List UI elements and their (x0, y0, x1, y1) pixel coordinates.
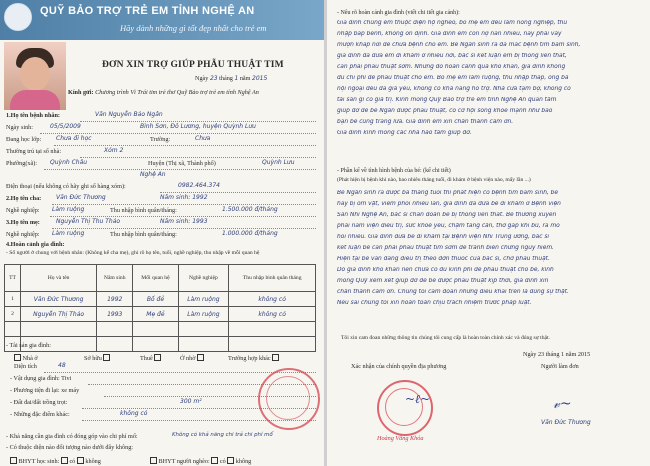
mother-income: 1.000.000 đ/tháng (222, 230, 278, 237)
table-cell: Nguyễn Thị Thảo (21, 307, 97, 322)
illness-text-line: chân thành cảm ơn. Chúng tôi cam đoan những điều khai trên là đúng sự thật. (337, 289, 569, 295)
student-insurance-row: BHYT học sinh: có không (10, 456, 101, 465)
grade-value: Chưa đi học (56, 135, 92, 142)
student-insurance-checkbox[interactable] (10, 457, 17, 464)
father-job-label: Nghề nghiệp: (6, 207, 40, 214)
land-label: - Đất đai/đất trồng trọt: (10, 399, 68, 406)
table-cell: Mẹ đẻ (133, 307, 178, 322)
org-name: QUỸ BẢO TRỢ TRẺ EM TỈNH NGHỆ AN (40, 5, 255, 17)
table-header: TT (5, 265, 21, 292)
area-value: 48 (58, 362, 66, 369)
rented-checkbox[interactable] (154, 354, 161, 361)
section-family: 4.Hoàn cảnh gia đình: (6, 241, 65, 248)
patient-name-value: Văn Nguyễn Bảo Ngân (95, 111, 163, 118)
table-row (5, 337, 316, 352)
poor-insurance-yes-checkbox[interactable] (211, 457, 218, 464)
patient-photo (4, 42, 66, 110)
address-hint: Bình Sơn, Đô Lương, huyện Quỳnh Lưu (140, 123, 256, 130)
assets-label: - Tài sản gia đình: (6, 342, 51, 349)
family-text-line: giúp đỡ để bé Ngân được phẫu thuật, có cơ hội sống khỏe mạnh như bao (337, 108, 553, 114)
family-text-line: tài sản gì có giá trị. Kính mong Quỹ Bảo trợ trẻ em tỉnh Nghệ An quan tâm (337, 97, 557, 103)
hamlet-value: Xóm 2 (104, 147, 124, 154)
illness-text-line: phải nằm viện điều trị, sức khỏe yếu, chậm tăng cân, thở gấp khi bú, ra mồ (337, 223, 560, 229)
illness-section-hint: (Phát hiện bị bệnh khi nào, bao nhiêu tháng tuổi, đi khám ở bệnh viện nào, mấy lần ...) (337, 177, 531, 183)
section-mother: 3.Họ tên mẹ: (6, 219, 40, 226)
recipient-line: Kính gửi: Chương trình Vì Trái tim trẻ thơ Quỹ Bảo trợ trẻ em tỉnh Nghệ An (68, 89, 259, 96)
illness-text-line: Bé Ngân sinh ra được ba tháng tuổi thì phát hiện có bệnh tim bẩm sinh, bé (337, 190, 559, 196)
father-income-label: Thu nhập bình quân/tháng: (110, 207, 177, 214)
poor-insurance-no-checkbox[interactable] (227, 457, 234, 464)
application-form-page (0, 0, 324, 466)
residence-label: Thường trú tại số nhà: (6, 148, 62, 155)
housing-checkbox[interactable] (14, 354, 21, 361)
family-text-line: đủ chi phí để phẫu thuật cho em. Bố mẹ em làm ruộng, thu nhập thấp, ông bà (337, 75, 569, 81)
land-value: 300 m² (180, 398, 202, 405)
family-text-line: nhập bấp bênh, không ổn định. Gia đình em còn nợ nần nhiều, nay phải vay (337, 31, 562, 37)
family-text-line: mượn khắp nơi để chữa bệnh cho em. Bé Ngân sinh ra đã mắc bệnh tim bẩm sinh, (337, 42, 581, 48)
other-checkbox[interactable] (272, 354, 279, 361)
section-father: 2.Họ tên cha: (6, 195, 42, 202)
form-title: ĐƠN XIN TRỢ GIÚP PHẪU THUẬT TIM (102, 60, 284, 70)
table-header-row (5, 265, 316, 292)
family-text-line: gia đình đã đưa em đi khám ở nhiều nơi, bác sĩ kết luận em bị thông liên thất, (337, 53, 567, 59)
contribution-value: Không có khả năng chi trả chi phí mổ (172, 432, 273, 438)
table-header: Năm sinh (97, 265, 133, 292)
stamp-inner-ring-icon (266, 376, 310, 420)
dob-value: 05/5/2009 (50, 123, 81, 130)
table-row (5, 307, 316, 322)
phone-label: Điện thoại (nếu không có hãy ghi số hàng xóm): (6, 183, 126, 190)
illness-text-line: hay bị ốm vặt, viêm phổi nhiều lần, gia đình đã đưa bé đi khám ở Bệnh viện (337, 201, 561, 207)
signing-date: Ngày 23 tháng 1 năm 2015 (523, 351, 591, 358)
table-cell: Bố đẻ (133, 292, 178, 307)
table-cell: không có (229, 307, 316, 322)
table-cell: 2 (5, 307, 21, 322)
form-header-banner (0, 0, 324, 40)
illness-section-label: - Phần kể về tình hình bệnh của bé: (kể chi tiết) (337, 168, 451, 174)
applicant-signature-mark-icon: 𝓋~ (553, 396, 572, 412)
father-income: 1.500.000 đ/tháng (222, 206, 278, 213)
district-label: Huyện (Thị xã, Thành phố) (148, 160, 216, 167)
table-row (5, 322, 316, 337)
family-text-line: Gia đình kính mong các nhà hảo tâm giúp đỡ. (337, 130, 472, 136)
family-text-line: cần phải phẫu thuật sớm. Nhưng do hoàn cảnh quá khó khăn, gia đình không (337, 64, 566, 70)
table-header: Họ và tên (21, 265, 97, 292)
school-value: Chưa (195, 135, 211, 142)
student-insurance-no-checkbox[interactable] (77, 457, 84, 464)
table-row (5, 292, 316, 307)
family-section-label: - Nêu rõ hoàn cảnh gia đình (viết chi tiết gia cảnh): (337, 10, 460, 16)
province-value: Nghệ An (140, 171, 166, 178)
form-date: Ngày 23 tháng 1 năm 2015 (195, 75, 268, 82)
insurance-label: - Có thuộc diện nào đối tượng nào dưới đây không: (6, 444, 134, 451)
table-cell: Làm ruộng (178, 307, 229, 322)
table-cell: 1 (5, 292, 21, 307)
school-label: Trường: (150, 136, 171, 143)
contribution-label: - Khả năng cần gia đình có đóng góp vào chi phí mổ: (6, 433, 138, 440)
family-text-line: nội ngoại đều đã già yếu, không có khả năng hỗ trợ. Nhà cửa tạm bợ, không có (337, 86, 571, 92)
table-header: Thu nhập bình quân tháng (229, 265, 316, 292)
family-statement-page (327, 0, 650, 466)
owned-checkbox[interactable] (103, 354, 110, 361)
illness-text-line: hôi nhiều. Gia đình đưa bé đi khám tại Bệnh viện Nhi Trung ương, bác sĩ (337, 234, 550, 240)
phone-value: 0982.464.374 (178, 182, 220, 189)
mother-birth-year: Năm sinh: 1993 (160, 218, 208, 225)
family-text-line: Gia đình chúng em thuộc diện hộ nghèo, bố mẹ em đều làm nông nghiệp, thu (337, 20, 568, 26)
table-cell: 1992 (97, 292, 133, 307)
illness-text-line: mong Quỹ xem xét giúp đỡ để bé được phẫu thuật kịp thời, gia đình xin (337, 278, 549, 284)
applicant-label: Người làm đơn (541, 363, 579, 370)
ward-label: Phường(xã): (6, 160, 38, 167)
lodging-option: Ở nhờ (180, 353, 204, 362)
table-cell: Văn Đức Thương (21, 292, 97, 307)
illness-text-line: Do gia đình khó khăn nên chưa có đủ kinh phí để phẫu thuật cho bé, kính (337, 267, 554, 273)
lodging-checkbox[interactable] (197, 354, 204, 361)
illness-text-line: Hiện tại bé vẫn đang điều trị theo đơn thuốc của bác sĩ, chờ phẫu thuật. (337, 256, 550, 262)
rented-option: Thuê (140, 353, 161, 362)
district-value: Quỳnh Lưu (262, 159, 295, 166)
family-text-line: bạn bè cùng trang lứa. Gia đình em xin chân thành cảm ơn. (337, 119, 514, 125)
other-features-label: - Những đặc điểm khác: (10, 411, 70, 418)
student-insurance-yes-checkbox[interactable] (61, 457, 68, 464)
vehicle-label: - Phương tiện đi lại: xe máy (10, 387, 80, 394)
housing-row: Nhà ở (14, 353, 38, 362)
mother-job: Làm ruộng (52, 230, 85, 237)
table-cell: 1993 (97, 307, 133, 322)
ward-value: Quỳnh Châu (50, 159, 88, 166)
table-header: Nghề nghiệp (178, 265, 229, 292)
other-option: Trường hợp khác (228, 353, 279, 362)
owned-option: Sở hữu (84, 353, 110, 362)
mother-name: Nguyễn Thị Thu Thảo (56, 218, 121, 225)
illness-text-line: kết luận bé cần phải phẫu thuật tim sớm để tránh biến chứng nguy hiểm. (337, 245, 554, 251)
poor-insurance-checkbox[interactable] (150, 457, 157, 464)
local-signature-mark-icon: ~ℓ~ (405, 392, 431, 406)
local-authority-label: Xác nhận của chính quyền địa phương (351, 363, 447, 370)
mother-income-label: Thu nhập bình quân/tháng: (110, 231, 177, 238)
applicant-signer-name: Văn Đức Thương (541, 419, 591, 426)
table-header: Mối quan hệ (133, 265, 178, 292)
fund-logo-icon (4, 3, 32, 31)
commitment-text: Tôi xin cam đoan những thông tin chúng tôi cung cấp là hoàn toàn chính xác và đúng sự thật. (341, 335, 550, 341)
grade-label: Đang học lớp: (6, 136, 42, 143)
table-cell: Làm ruộng (178, 292, 229, 307)
father-name: Văn Đức Thương (56, 194, 106, 201)
father-birth-year: Năm sinh: 1992 (160, 194, 208, 201)
table-cell: không có (229, 292, 316, 307)
local-signer-name: Hoàng Văng Khóa (377, 435, 424, 442)
family-note: - Số người ở chung với bệnh nhân: (Không kể cha mẹ), ghi rõ họ tên, tuổi, nghề nghiệp, thu nhập về mỗi quan hệ (6, 250, 260, 256)
father-job: Làm ruộng (52, 206, 85, 213)
illness-text-line: Sản Nhi Nghệ An, bác sĩ chẩn đoán bé bị thông liên thất. Bé thường xuyên (337, 212, 557, 218)
tv-label: - Vật dụng gia đình: Tivi (10, 375, 72, 382)
org-slogan: Hãy dành những gì tốt đẹp nhất cho trẻ em (120, 23, 267, 33)
area-label: Diện tích (14, 363, 37, 370)
dob-label: Ngày sinh: (6, 124, 33, 131)
illness-text-line: Nếu sai chúng tôi xin hoàn toàn chịu trách nhiệm trước pháp luật. (337, 300, 532, 306)
section-patient-name: 1.Họ tên bệnh nhân: (6, 112, 60, 119)
household-table (4, 264, 316, 352)
mother-job-label: Nghề nghiệp: (6, 231, 40, 238)
other-features-value: không có (120, 410, 148, 417)
poor-insurance-row: BHYT người nghèo: có không (150, 456, 251, 465)
